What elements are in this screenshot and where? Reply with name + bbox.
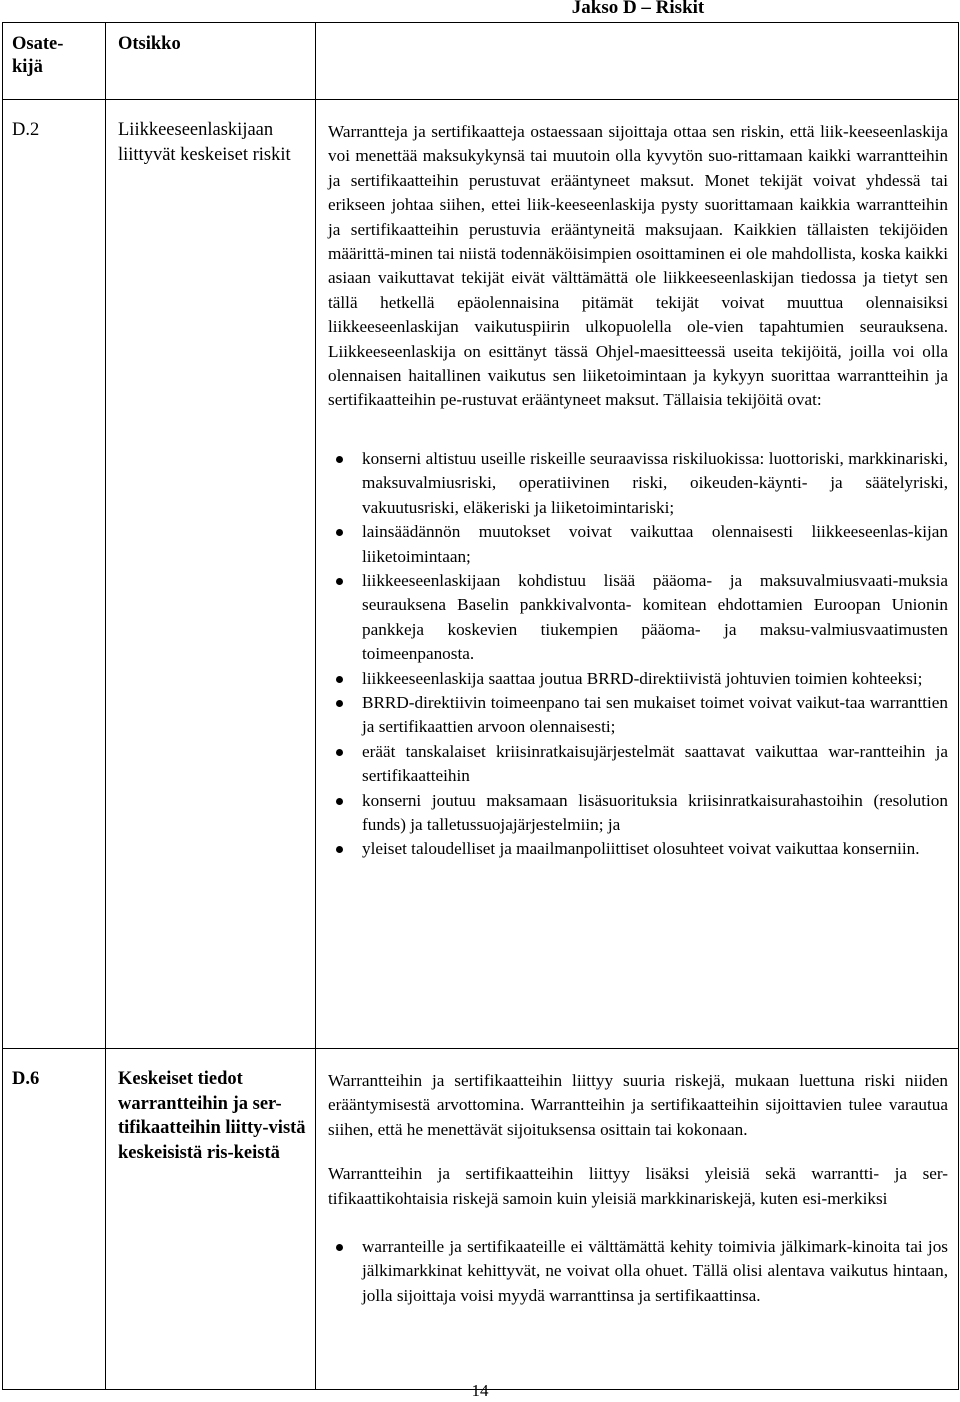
- section-code: D.2: [12, 120, 40, 140]
- list-item: BRRD-direktiivin toimeenpano tai sen mukaiset toimet voivat vaikut-taa warranttien ja sertifikaattien arvoon olennaisesti;: [328, 691, 948, 740]
- column-header-title: Otsikko: [118, 34, 181, 54]
- list-item: warranteille ja sertifikaateille ei välttämättä kehity toimivia jälkimark-kinoita tai jos jälkimarkkinat kehittyvät, ne voivat olla ohuet. Tällä olisi alentava vaikutus hintaan, jolla sijoittaja voisi myydä warranttinsa ja sertifikaattinsa.: [328, 1235, 948, 1308]
- paragraph: Warrantteja ja sertifikaatteja ostaessaan sijoittaja ottaa sen riskin, että liik-keeseenlaskija voi menettää maksukykynsä tai muutoin olla kyvytön suo-rittamaan kaikki warrantteihin ja sertifikaatteihin perustuvat erääntyneet maksut. Monet tekijät voivat yhdessä tai erikseen johtaa siihen, ettei liik-keeseenlaskija pysty suorittamaan kaikkia warrantteihin ja sertifikaatteihin perustuvia erääntyneitä maksujaan. Kaikkien tällaisten tekijöiden määrittä-minen tai niistä todennäköisimpien osoittaminen ei ole mahdollista, koska kaikki asiaan vaikuttavat tekijät eivät välttämättä ole liikkeeseenlaskijan tiedossa ja tietyt sen tällä hetkellä epäolennaisina pitämät tekijät voivat muuttua olennaisiksi liikkeeseenlaskijan vaikutuspiirin ulkopuolella ole-vien tapahtumien seurauksena. Liikkeeseenlaskija on esittänyt tässä Ohjel-maesitteessä useita tekijöitä, joilla voi olla olennaisen haitallinen vaikutus sen liiketoimintaan ja kykyyn suorittaa warrantteihin ja sertifikaatteihin pe-rustuvat erääntyneet maksut. Tällaisia tekijöitä ovat:: [328, 122, 948, 410]
- section-code: D.6: [12, 1069, 40, 1089]
- list-item: konserni altistuu useille riskeille seuraavissa riskiluokissa: luottoriski, markkinariski, maksuvalmiusriski, operatiivinen riski, oikeuden-käynti- ja säätelyriski, vakuutusriski, eläkeriski ja liiketoimintariski;: [328, 447, 948, 520]
- risk-table: [2, 22, 959, 1390]
- row-title: Keskeiset tiedot warrantteihin ja ser-tifikaatteihin liitty-vistä keskeisistä ris-keistä: [118, 1069, 306, 1163]
- list-item: liikkeeseenlaskijaan kohdistuu lisää pääoma- ja maksuvalmiusvaati-muksia seurauksena Baselin pankkivalvonta- komitean ehdottamien Euroopan Unionin pankkeja koskevien tiukempien pääoma- ja maksu-valmiusvaatimusten toimeenpanosta.: [328, 569, 948, 667]
- table-row: [3, 100, 959, 1049]
- paragraph: Warrantteihin ja sertifikaatteihin liittyy lisäksi yleisiä sekä warrantti- ja ser-tifikaattikohtaisia riskejä samoin kuin yleisiä markkinariskejä, kuten esi-merkiksi: [328, 1164, 948, 1208]
- list-item: lainsäädännön muutokset voivat vaikuttaa olennaisesti liikkeeseenlas-kijan liiketoimintaan;: [328, 520, 948, 569]
- column-header-section: Osate- kijä: [12, 34, 64, 77]
- bullet-list: [328, 447, 948, 862]
- list-item: konserni joutuu maksamaan lisäsuorituksia kriisinratkaisurahastoihin (resolution funds) ja talletussuojajärjestelmiin; ja: [328, 789, 948, 838]
- list-item: eräät tanskalaiset kriisinratkaisujärjestelmät saattavat vaikuttaa war-rantteihin ja sertifikaatteihin: [328, 740, 948, 789]
- paragraph: Warrantteihin ja sertifikaatteihin liittyy suuria riskejä, mukaan luettuna riski niiden erääntymisestä arvottomina. Warrantteihin ja sertifikaatteihin sijoittavien tulee varautua siihen, että he menettävät sijoituksensa osittain tai kokonaan.: [328, 1071, 948, 1139]
- bullet-list: [328, 1235, 948, 1308]
- list-item: yleiset taloudelliset ja maailmanpoliittiset olosuhteet voivat vaikuttaa konserniin.: [328, 837, 948, 861]
- table-row: [3, 1049, 959, 1390]
- row-title: Liikkeeseenlaskijaan liittyvät keskeiset riskit: [118, 120, 291, 165]
- section-title: Jakso D – Riskit: [571, 0, 705, 18]
- table-header-row: [3, 23, 959, 100]
- page-number: 14: [471, 1381, 489, 1400]
- list-item: liikkeeseenlaskija saattaa joutua BRRD-direktiivistä johtuvien toimien kohteeksi;: [328, 667, 948, 691]
